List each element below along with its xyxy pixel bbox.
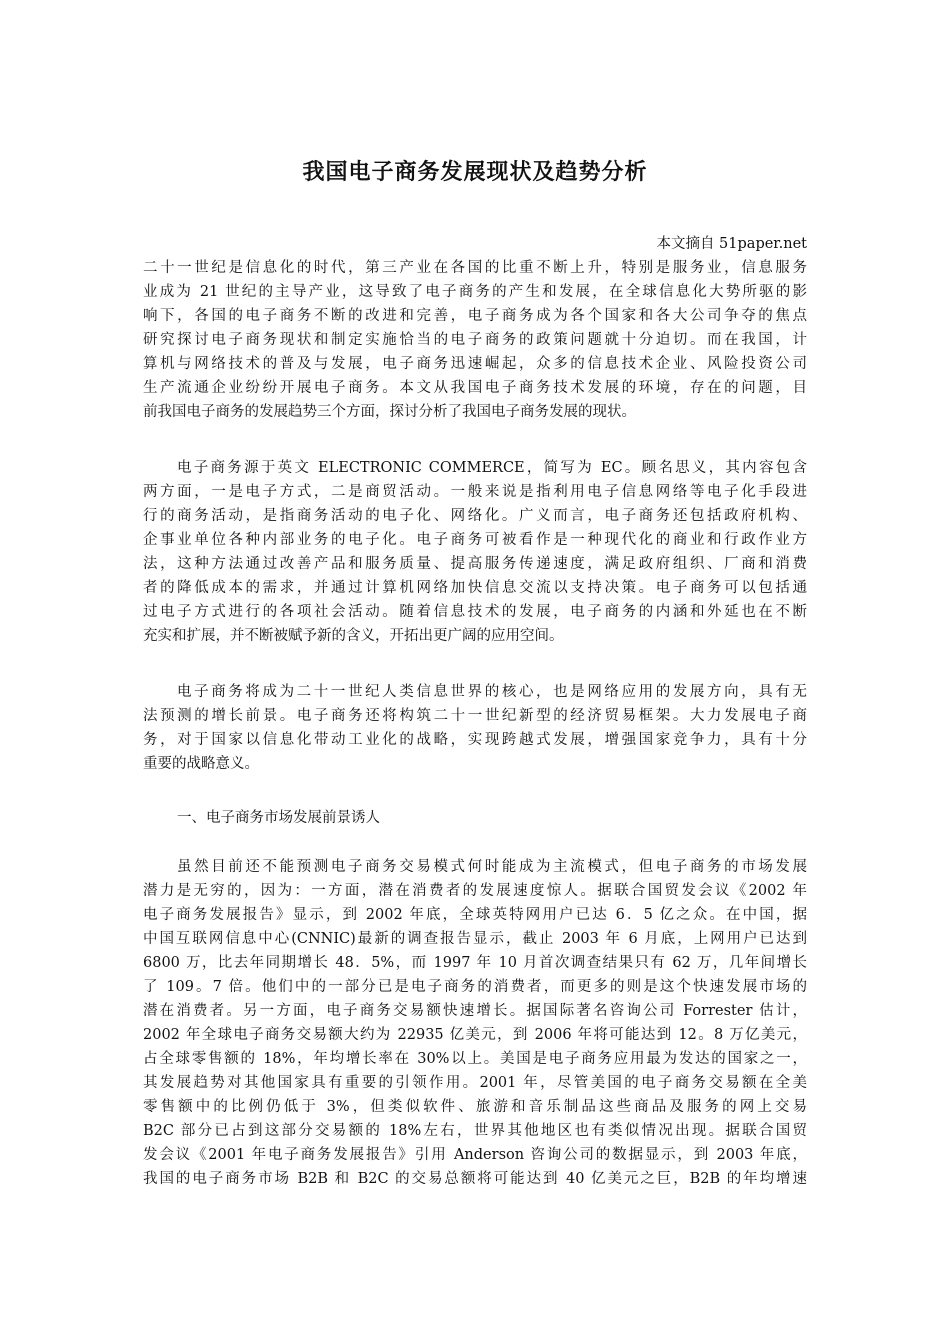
- text-line: 企事业单位各种内部业务的电子化。电子商务可被看作是一种现代化的商业和行政作业方: [143, 532, 807, 548]
- text-line: 2002 年全球电子商务交易额大约为 22935 亿美元，到 2006 年将可能达到 12。8 万亿美元，: [143, 1027, 807, 1043]
- text-line: 电子商务源于英文 ELECTRONIC COMMERCE，简写为 EC。顾名思义，其内容包含: [177, 460, 807, 476]
- text-line: 充实和扩展，并不断被赋予新的含义，开拓出更广阔的应用空间。: [143, 628, 564, 644]
- text-line: 重要的战略意义。: [143, 756, 259, 772]
- text-line: 两方面，一是电子方式，二是商贸活动。一般来说是指利用电子信息网络等电子化手段进: [143, 484, 807, 500]
- text-line: 算机与网络技术的普及与发展，电子商务迅速崛起，众多的信息技术企业、风险投资公司: [143, 356, 807, 372]
- text-line: 发会议《2001 年电子商务发展报告》引用 Anderson 咨询公司的数据显示，到 2003 年底，: [143, 1147, 807, 1163]
- text-line: 电子商务将成为二十一世纪人类信息世界的核心，也是网络应用的发展方向，具有无: [177, 684, 807, 700]
- text-line: 中国互联网信息中心(CNNIC)最新的调查报告显示，截止 2003 年 6 月底，上网用户已达到: [143, 931, 807, 947]
- text-line: B2C 部分已占到这部分交易额的 18%左右，世界其他地区也有类似情况出现。据联合国贸: [143, 1123, 807, 1139]
- text-line: 前我国电子商务的发展趋势三个方面，探讨分析了我国电子商务发展的现状。: [143, 404, 636, 420]
- text-line: 潜在消费者。另一方面，电子商务交易额快速增长。据国际著名咨询公司 Forrester 估计，: [143, 1003, 807, 1019]
- source-note: 本文摘自 51paper.net: [656, 236, 807, 252]
- text-line: 了 109。7 倍。他们中的一部分已是电子商务的消费者，而更多的则是这个快速发展市场的: [143, 979, 807, 995]
- text-line: 者的降低成本的需求，并通过计算机网络加快信息交流以支持决策。电子商务可以包括通: [143, 580, 807, 596]
- text-line: 电子商务发展报告》显示，到 2002 年底，全球英特网用户已达 6．5 亿之众。在中国，据: [143, 907, 807, 923]
- paragraph-significance: [143, 680, 807, 776]
- text-line: 虽然目前还不能预测电子商务交易模式何时能成为主流模式，但电子商务的市场发展: [177, 859, 807, 875]
- text-line: 业成为 21 世纪的主导产业，这导致了电子商务的产生和发展，在全球信息化大势所驱的影: [143, 284, 807, 300]
- document-title: 我国电子商务发展现状及趋势分析: [302, 159, 648, 185]
- text-line: 占全球零售额的 18%，年均增长率在 30%以上。美国是电子商务应用最为发达的国家之一，: [143, 1051, 807, 1067]
- text-line: 其发展趋势对其他国家具有重要的引领作用。2001 年，尽管美国的电子商务交易额在全美: [143, 1075, 807, 1091]
- text-line: 6800 万，比去年同期增长 48．5%，而 1997 年 10 月首次调查结果只有 62 万，几年间增长: [143, 955, 807, 971]
- text-line: 我国的电子商务市场 B2B 和 B2C 的交易总额将可能达到 40 亿美元之巨，B2B 的年均增速: [143, 1171, 807, 1187]
- text-line: 响下，各国的电子商务不断的改进和完善，电子商务成为各个国家和各大公司争夺的焦点: [143, 308, 807, 324]
- paragraph-intro: [143, 256, 807, 424]
- text-line: 法，这种方法通过改善产品和服务质量、提高服务传递速度，满足政府组织、厂商和消费: [143, 556, 807, 572]
- text-line: 生产流通企业纷纷开展电子商务。本文从我国电子商务技术发展的环境，存在的问题，目: [143, 380, 807, 396]
- text-line: 零售额中的比例仍低于 3%，但类似软件、旅游和音乐制品这些商品及服务的网上交易: [143, 1099, 807, 1115]
- text-line: 潜力是无穷的，因为：一方面，潜在消费者的发展速度惊人。据联合国贸发会议《2002 年: [143, 883, 807, 899]
- section-heading-text: 一、电子商务市场发展前景诱人: [177, 810, 380, 826]
- text-line: 过电子方式进行的各项社会活动。随着信息技术的发展，电子商务的内涵和外延也在不断: [143, 604, 807, 620]
- text-line: 研究探讨电子商务现状和制定实施恰当的电子商务的政策问题就十分迫切。而在我国，计: [143, 332, 807, 348]
- paragraph-definition: [143, 456, 807, 648]
- text-line: 二十一世纪是信息化的时代，第三产业在各国的比重不断上升，特别是服务业，信息服务: [143, 260, 807, 276]
- text-line: 行的商务活动，是指商务活动的电子化、网络化。广义而言，电子商务还包括政府机构、: [143, 508, 807, 524]
- paragraph-market: [143, 855, 807, 1191]
- section-heading: [143, 806, 807, 830]
- text-line: 务，对于国家以信息化带动工业化的战略，实现跨越式发展，增强国家竞争力，具有十分: [143, 732, 807, 748]
- text-line: 法预测的增长前景。电子商务还将构筑二十一世纪新型的经济贸易框架。大力发展电子商: [143, 708, 807, 724]
